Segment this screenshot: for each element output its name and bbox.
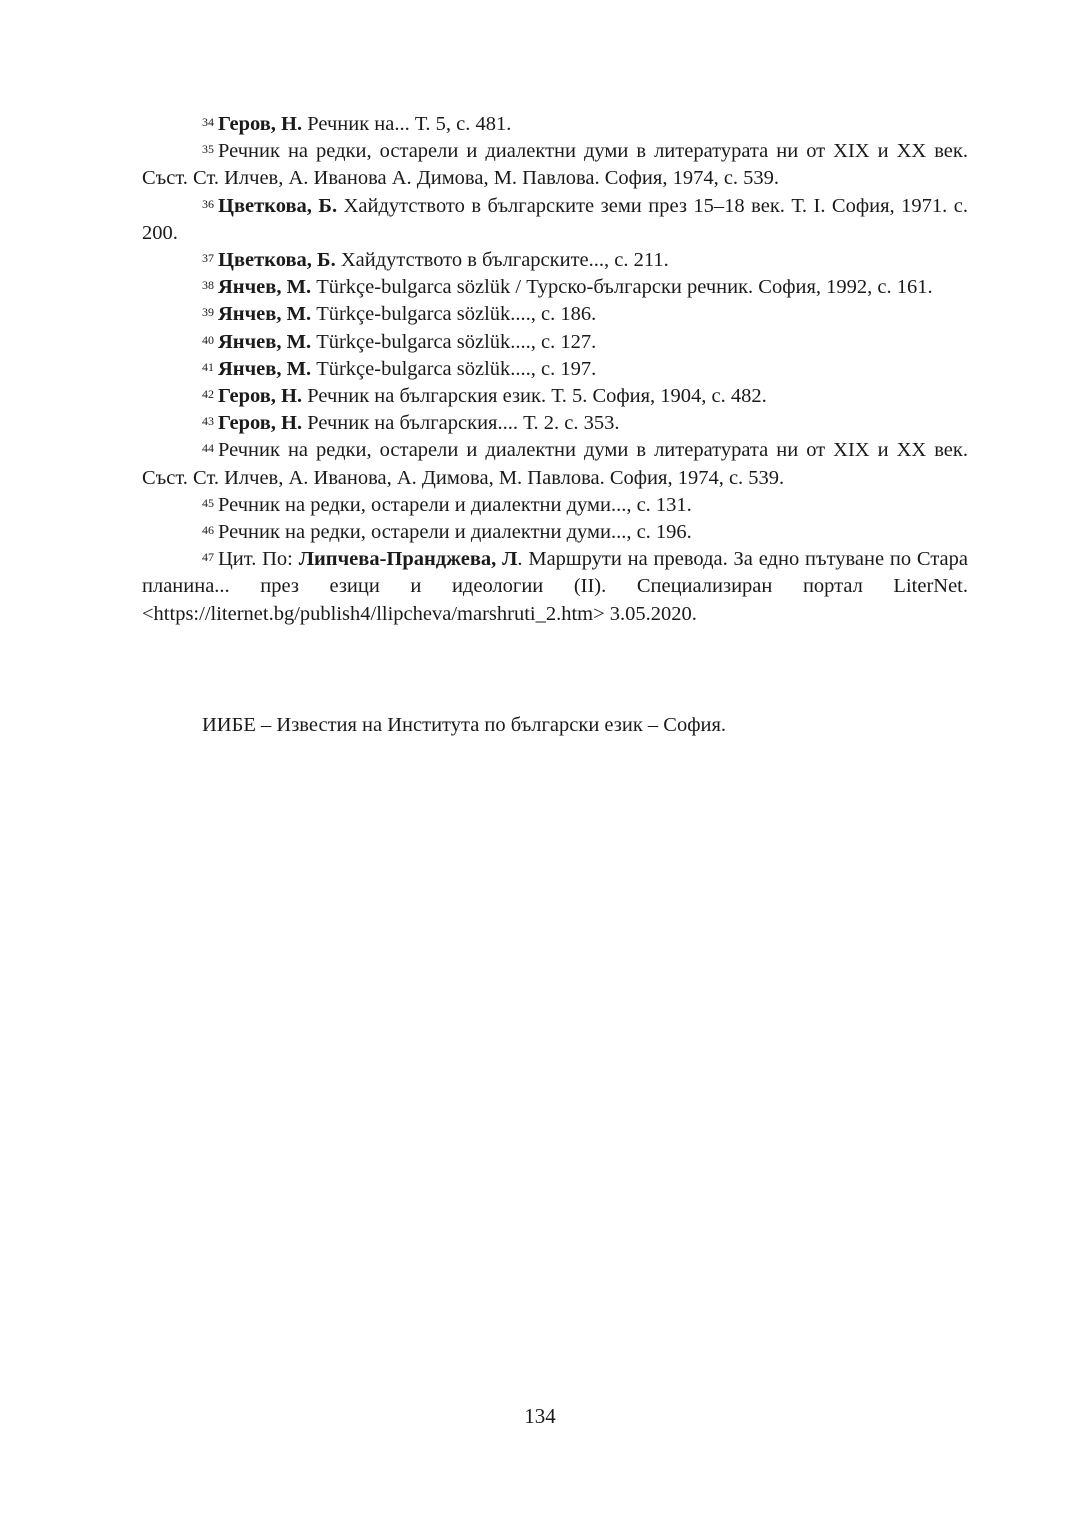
- footnote-number: 38: [202, 278, 214, 293]
- footnote-number: 35: [202, 142, 214, 157]
- footnote-number: 37: [202, 251, 214, 266]
- footnote-number: 47: [202, 550, 214, 565]
- page-number: 134: [524, 1404, 556, 1428]
- footnote-41: [142, 356, 968, 383]
- footnote-text: Речник на българския.... Т. 2. с. 353.: [302, 412, 620, 435]
- footnote-text: Речник на... Т. 5, с. 481.: [302, 113, 512, 135]
- footnote-text: Речник на българския език. Т. 5. София, 1904, с. 482.: [302, 385, 767, 408]
- footnote-text: Хайдутството в българските земи през 15–18 век. Т. I. София, 1971. с. 200.: [142, 194, 969, 244]
- footnote-text: . Маршрути на превода. За едно пътуване по Стара планина... през езици и идеологии (II). Специализиран портал LiterNet. <https://liternet.bg/publish4/llipcheva/marshruti_2.htm> 3.05.2020.: [142, 548, 968, 625]
- footnote-author: Янчев, М.: [218, 276, 312, 299]
- footnote-38: [142, 274, 968, 301]
- footnote-number: 42: [202, 387, 214, 402]
- footnote-text: Türkçe-bulgarca sözlük...., с. 186.: [311, 303, 597, 326]
- footnote-text: Речник на редки, остарели и диалектни думи в литературата ни от XIX и XX век. Съст. Ст. Илчев, А. Иванова А. Димова, М. Павлова. София, 1974, с. 539.: [142, 140, 968, 190]
- footnote-number: 41: [202, 359, 214, 374]
- footnote-text: Речник на редки, остарели и диалектни думи..., с. 196.: [218, 521, 692, 544]
- footnote-author: Геров, Н.: [218, 412, 303, 435]
- footnote-44: [142, 437, 968, 491]
- footnote-number: 43: [202, 414, 214, 429]
- footnote-number: 39: [202, 305, 214, 320]
- footnote-text: Türkçe-bulgarca sözlük / Турско-български речник. София, 1992, с. 161.: [311, 276, 933, 299]
- footnote-46: [142, 519, 968, 546]
- footnote-author: Цветкова, Б.: [218, 194, 338, 217]
- footnote-text: Türkçe-bulgarca sözlük...., с. 197.: [311, 357, 597, 380]
- footnote-40: [142, 329, 968, 356]
- footnote-author: Янчев, М.: [218, 330, 312, 353]
- footnote-author: Липчева-Пранджева, Л: [298, 548, 518, 571]
- footnote-number: 46: [202, 523, 214, 538]
- footnote-author: Цветкова, Б.: [218, 249, 336, 272]
- footnote-text: Хайдутството в българските..., с. 211.: [335, 249, 669, 272]
- footnote-author: Янчев, М.: [218, 357, 312, 380]
- footnote-author: Янчев, М.: [218, 303, 312, 326]
- footnote-47: [142, 546, 968, 628]
- abbreviation-note: ИИБЕ – Известия на Института по български език – София.: [202, 714, 727, 736]
- footnote-37: [142, 247, 968, 274]
- footnote-42: [142, 383, 968, 410]
- footnote-number: 44: [202, 441, 214, 456]
- footnote-text: Речник на редки, остарели и диалектни думи в литературата ни от XIX и XX век. Съст. Ст. Илчев, А. Иванова, А. Димова, М. Павлова. София, 1974, с. 539.: [142, 439, 968, 489]
- footnote-34: [142, 111, 968, 138]
- footnote-45: [142, 492, 968, 519]
- footnote-number: 40: [202, 332, 214, 347]
- footnote-43: [142, 410, 968, 437]
- footnote-39: [142, 301, 968, 328]
- footnote-prefix: Цит. По:: [218, 548, 299, 571]
- footnote-text: Речник на редки, остарели и диалектни думи..., с. 131.: [218, 493, 692, 516]
- footnote-number: 36: [202, 196, 214, 211]
- footnote-text: Türkçe-bulgarca sözlük...., с. 127.: [311, 330, 597, 353]
- footnote-35: [142, 138, 968, 192]
- footnote-number: 45: [202, 495, 214, 510]
- footnote-36: [142, 193, 968, 247]
- footnote-author: Геров, Н.: [218, 385, 303, 408]
- footnote-author: Геров, Н.: [218, 113, 303, 135]
- footnote-number: 34: [202, 115, 214, 129]
- footnotes-list: [142, 111, 968, 628]
